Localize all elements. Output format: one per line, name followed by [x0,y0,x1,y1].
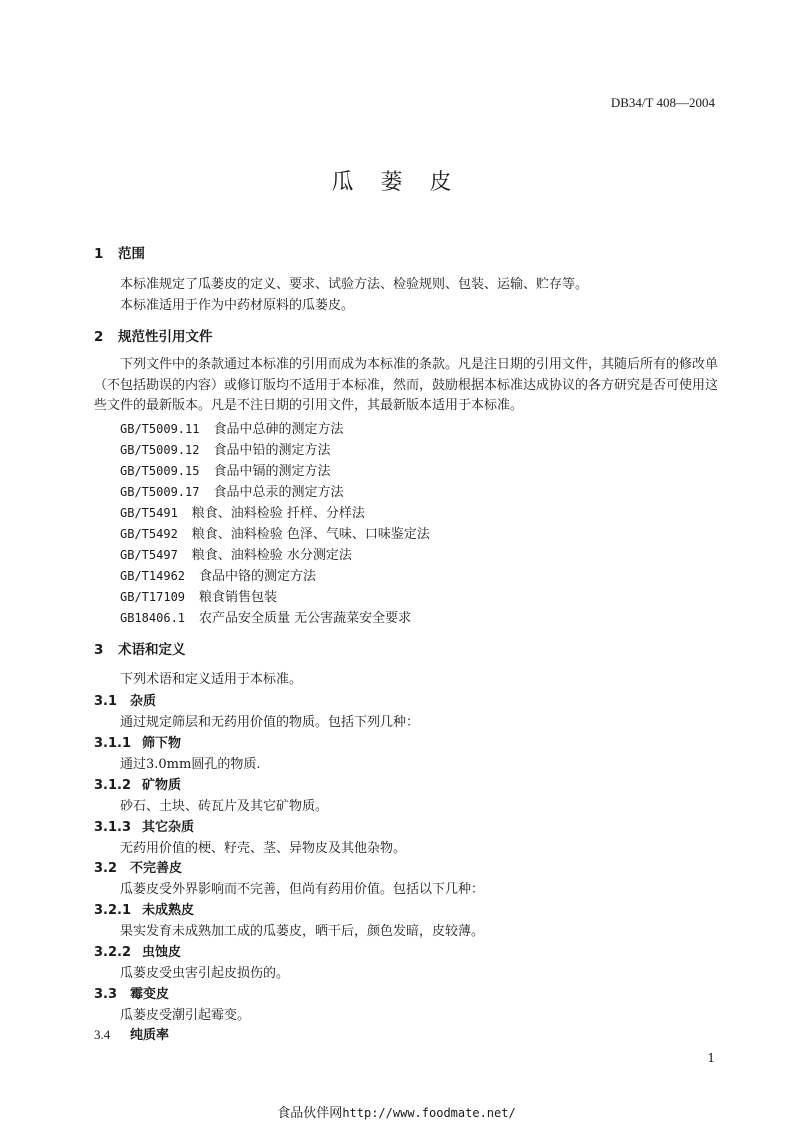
reference-name: 粮食、油料检验 色泽、气味、口味鉴定法 [191,527,430,542]
section-title: 规范性引用文件 [118,329,213,345]
reference-code: GB/T5009.12 [120,443,200,457]
section-number: 3 [94,642,104,658]
term-title: 筛下物 [142,736,182,751]
reference-code: GB/T5492 [120,527,178,541]
footer [0,1102,793,1121]
paragraph: 下列文件中的条款通过本标准的引用而成为本标准的条款。凡是注日期的引用文件，其随后所有的修改单（不包括勘误的内容）或修订版均不适用于本标准，然而，鼓励根据本标准达成协议的各方研究是否可使用这些文件的最新版本。凡是不注日期的引用文件，其最新版本适用于本标准。 [94,357,719,413]
term-3-2-1-heading [94,899,194,918]
term-definition: 瓜蒌皮受潮引起霉变。 [120,1008,251,1023]
term-number: 3.2.2 [94,945,132,960]
reference-name: 粮食销售包装 [199,590,278,605]
reference-code: GB/T5009.17 [120,485,200,499]
reference-item [120,439,331,458]
reference-code: GB/T5009.15 [120,464,200,478]
paragraph: 下列术语和定义适用于本标准。 [120,672,303,687]
term-number: 3.2.1 [94,903,132,918]
reference-name: 食品中铬的测定方法 [199,569,317,584]
reference-name: 食品中镉的测定方法 [213,464,331,479]
reference-item [120,586,277,605]
term-definition: 通过3.0mm圆孔的物质. [120,757,261,772]
reference-code: GB18406.1 [120,611,186,625]
footer-site-name: 食品伙伴网 [277,1106,343,1121]
term-title: 其它杂质 [142,820,195,835]
reference-code: GB/T17109 [120,590,186,604]
term-definition: 瓜蒌皮受虫害引起皮损伤的。 [120,966,290,981]
term-number: 3.4 [94,1027,111,1042]
term-title: 未成熟皮 [142,903,195,918]
reference-code: GB/T5491 [120,506,178,520]
term-3-4-heading [94,1024,169,1043]
term-title: 纯质率 [130,1028,170,1043]
document-title: 瓜 蒌 皮 [331,170,462,195]
term-3-2-2-heading [94,941,181,960]
term-3-1-2-heading [94,774,181,793]
reference-item [120,418,344,437]
reference-name: 农产品安全质量 无公害蔬菜安全要求 [199,611,412,626]
term-3-1-1-heading [94,732,181,751]
term-3-1-3-heading [94,816,194,835]
reference-item [120,607,411,626]
reference-item [120,544,352,563]
term-number: 3.2 [94,861,118,876]
term-3-1-heading [94,690,156,709]
term-number: 3.1.2 [94,778,132,793]
term-number: 3.1.3 [94,820,132,835]
reference-code: GB/T14962 [120,569,186,583]
reference-item [120,481,344,500]
reference-name: 食品中总汞的测定方法 [213,485,344,500]
section-2-heading [94,325,213,345]
reference-name: 食品中总砷的测定方法 [213,422,344,437]
paragraph: 本标准规定了瓜蒌皮的定义、要求、试验方法、检验规则、包装、运输、贮存等。 [120,277,589,292]
reference-code: GB/T5497 [120,548,178,562]
term-3-2-heading [94,857,182,876]
section-title: 术语和定义 [118,642,186,658]
reference-name: 食品中铅的测定方法 [213,443,331,458]
term-title: 不完善皮 [130,861,183,876]
section-1-heading [94,242,145,262]
section-3-heading [94,638,186,658]
term-3-3-heading [94,983,169,1002]
reference-item [120,523,430,542]
footer-url-link[interactable]: http://www.foodmate.net/ [342,1106,516,1120]
term-number: 3.3 [94,987,118,1002]
section-number: 1 [94,246,104,262]
reference-item [120,565,316,584]
term-definition: 瓜蒌皮受外界影响而不完善，但尚有药用价值。包括以下几种： [120,882,485,897]
term-title: 霉变皮 [130,987,170,1002]
reference-code: GB/T5009.11 [120,422,200,436]
term-title: 矿物质 [142,778,182,793]
term-definition: 果实发育未成熟加工成的瓜蒌皮，晒干后，颜色发暗，皮较薄。 [120,924,485,939]
reference-name: 粮食、油料检验 水分测定法 [191,548,352,563]
page-number: 1 [707,1051,715,1065]
paragraph: 本标准适用于作为中药材原料的瓜蒌皮。 [120,298,355,313]
standard-number: DB34/T 408—2004 [610,95,715,110]
section-title: 范围 [118,246,145,262]
reference-item [120,460,331,479]
reference-name: 粮食、油料检验 扦样、分样法 [191,506,365,521]
term-definition: 无药用价值的梗、籽壳、茎、异物皮及其他杂物。 [120,841,407,856]
term-number: 3.1 [94,694,118,709]
term-title: 杂质 [130,694,157,709]
term-number: 3.1.1 [94,736,132,751]
term-definition: 通过规定筛层和无药用价值的物质。包括下列几种： [120,715,420,730]
term-definition: 砂石、土块、砖瓦片及其它矿物质。 [120,799,329,814]
section-number: 2 [94,329,104,345]
reference-item [120,502,365,521]
term-title: 虫蚀皮 [142,945,182,960]
